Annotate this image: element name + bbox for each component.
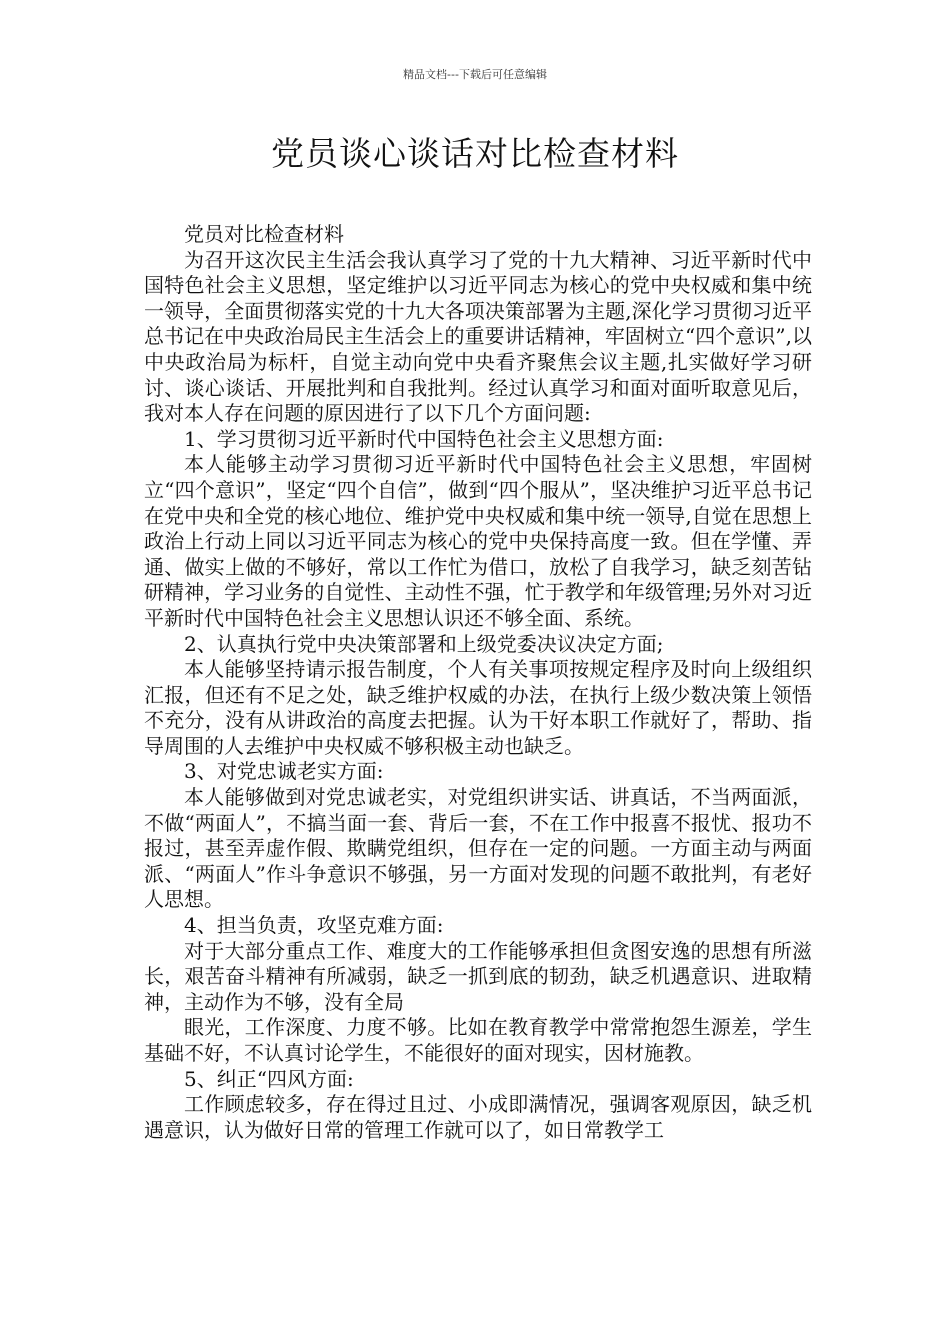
body-paragraph: 本人能够主动学习贯彻习近平新时代中国特色社会主义思想，牢固树立“四个意识”，坚定“四个自信”，做到“四个服从”，坚决维护习近平总书记在党中央和全党的核心地位、维护党中央权威和集中统一领导,自觉在思想上政治上行动上同以习近平同志为核心的党中央保持高度一致。但在学懂、弄通、做实上做的不够好，常以工作忙为借口，放松了自我学习，缺乏刻苦钻研精神，学习业务的自觉性、主动性不强，忙于教学和年级管理;另外对习近平新时代中国特色社会主义思想认识还不够全面、系统。 [144, 452, 812, 630]
document-title: 党员谈心谈话对比检查材料 [271, 134, 679, 173]
section-heading-3: 3、对党忠诚老实方面: [184, 759, 384, 784]
document-body [144, 222, 812, 1143]
section-heading-1: 1、学习贯彻习近平新时代中国特色社会主义思想方面: [184, 426, 664, 451]
section-heading-2: 2、认真执行党中央决策部署和上级党委决议决定方面; [184, 631, 664, 656]
body-paragraph: 本人能够坚持请示报告制度，个人有关事项按规定程序及时向上级组织汇报，但还有不足之处，缺乏维护权威的办法，在执行上级少数决策上领悟不充分，没有从讲政治的高度去把握。认为干好本职工作就好了，帮助、指导周围的人去维护中央权威不够积极主动也缺乏。 [144, 657, 812, 758]
section-heading-5: 5、纠正“四风方面: [184, 1066, 354, 1091]
header-note: 精品文档---下载后可任意编辑 [403, 68, 547, 81]
section-heading-4: 4、担当负责，攻坚克难方面: [184, 913, 444, 938]
body-paragraph: 工作顾虑较多，存在得过且过、小成即满情况，强调客观原因，缺乏机遇意识，认为做好日常的管理工作就可以了，如日常教学工 [144, 1092, 812, 1142]
body-paragraph: 眼光，工作深度、力度不够。比如在教育教学中常常抱怨生源差，学生基础不好，不认真讨论学生，不能很好的面对现实，因材施教。 [144, 1015, 812, 1065]
body-paragraph: 对于大部分重点工作、难度大的工作能够承担但贪图安逸的思想有所滋长，艰苦奋斗精神有所减弱，缺乏一抓到底的韧劲，缺乏机遇意识、进取精神，主动作为不够，没有全局 [144, 938, 812, 1014]
body-paragraph: 本人能够做到对党忠诚老实，对党组织讲实话、讲真话，不当两面派，不做“两面人”，不搞当面一套、背后一套，不在工作中报喜不报忧、报功不报过，甚至弄虚作假、欺瞒党组织，但存在一定的问题。一方面主动与两面派、“两面人”作斗争意识不够强，另一方面对发现的问题不敢批判，有老好人思想。 [144, 785, 812, 912]
body-paragraph-subtitle: 党员对比检查材料 [184, 222, 344, 246]
body-paragraph: 为召开这次民主生活会我认真学习了党的十九大精神、习近平新时代中国特色社会主义思想，坚定维护以习近平同志为核心的党中央权威和集中统一领导，全面贯彻落实党的十九大各项决策部署为主题,深化学习贯彻习近平总书记在中央政治局民主生活会上的重要讲话精神，牢固树立“四个意识”,以中央政治局为标杆，自觉主动向党中央看齐聚焦会议主题,扎实做好学习研讨、谈心谈话、开展批判和自我批判。经过认真学习和面对面听取意见后，我对本人存在问题的原因进行了以下几个方面问题: [144, 247, 812, 426]
